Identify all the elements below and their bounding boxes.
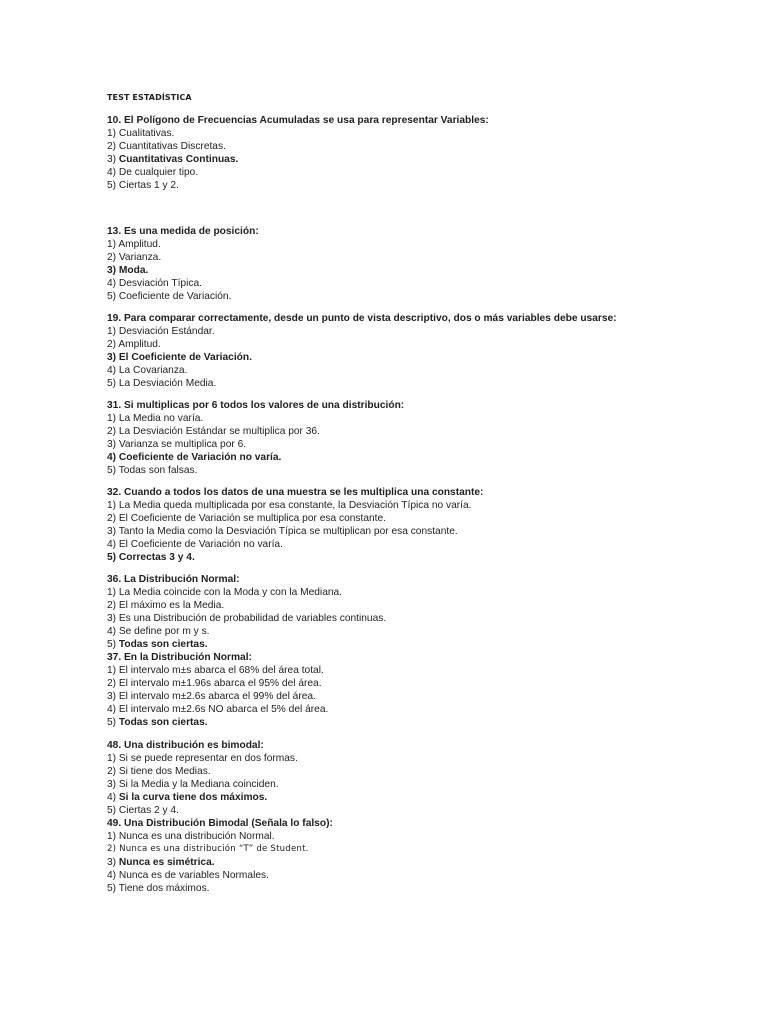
option-number: 3)	[107, 154, 119, 165]
option-number: 4)	[107, 167, 119, 178]
question-block	[107, 651, 328, 729]
answer-option	[107, 716, 328, 729]
option-text: La Media queda multiplicada por esa constante, la Desviación Típica no varía.	[118, 500, 472, 511]
option-text: Si tiene dos Medias.	[118, 766, 211, 777]
option-text: Ciertas 1 y 2.	[118, 180, 179, 191]
question-block	[107, 817, 333, 895]
answer-option	[107, 599, 386, 612]
answer-option	[107, 140, 489, 153]
option-number: 2)	[107, 600, 119, 611]
option-text: Tiene dos máximos.	[118, 883, 210, 894]
option-number: 5)	[107, 639, 119, 650]
option-number: 1)	[107, 831, 119, 842]
question-block	[107, 486, 483, 564]
question-text: 36. La Distribución Normal:	[107, 574, 240, 585]
question-block	[107, 312, 617, 390]
option-number: 2)	[107, 141, 119, 152]
option-number: 2)	[107, 766, 119, 777]
question-text: 10. El Polígono de Frecuencias Acumuladas se usa para representar Variables:	[107, 115, 489, 126]
option-text: Tanto la Media como la Desviación Típica se multiplican por esa constante.	[118, 526, 458, 537]
answer-option	[107, 377, 617, 390]
option-number: 5)	[107, 552, 119, 563]
option-number: 5)	[107, 378, 119, 389]
option-text: Cuantitativas Discretas.	[118, 141, 226, 152]
answer-option	[107, 677, 328, 690]
option-number: 1)	[107, 326, 119, 337]
option-number: 1)	[107, 753, 119, 764]
answer-option	[107, 412, 404, 425]
option-text: El Coeficiente de Variación se multiplica por esa constante.	[118, 513, 386, 524]
option-text: Nunca es una distribución “T” de Student.	[119, 844, 309, 854]
option-text-highlighted: Si la curva tiene dos máximos.	[118, 792, 268, 803]
option-number: 3)	[107, 857, 119, 868]
option-text: La Media coincide con la Moda y con la Mediana.	[118, 587, 343, 598]
answer-option	[107, 765, 298, 778]
option-text: La Media no varía.	[118, 413, 204, 424]
answer-option	[107, 538, 483, 551]
option-text: El Coeficiente de Variación no varía.	[118, 539, 283, 550]
question-block	[107, 399, 404, 477]
answer-option	[107, 290, 259, 303]
answer-option	[107, 179, 489, 192]
option-text: Varianza se multiplica por 6.	[118, 439, 247, 450]
option-number: 4)	[107, 704, 119, 715]
option-number: 5)	[107, 805, 119, 816]
answer-option	[107, 690, 328, 703]
answer-option	[107, 438, 404, 451]
option-text: El intervalo m±2.6s NO abarca el 5% del área.	[118, 704, 329, 715]
option-text: Si se puede representar en dos formas.	[118, 753, 298, 764]
option-text: La Desviación Media.	[118, 378, 217, 389]
option-number: 3)	[107, 439, 119, 450]
option-text: Varianza.	[118, 252, 162, 263]
answer-option	[107, 127, 489, 140]
option-number: 4)	[107, 452, 119, 463]
answer-option	[107, 843, 333, 856]
question-text: 48. Una distribución es bimodal:	[107, 740, 264, 751]
answer-option	[107, 325, 617, 338]
answer-option	[107, 752, 298, 765]
answer-option	[107, 364, 617, 377]
option-text-highlighted: Correctas 3 y 4.	[118, 552, 195, 563]
option-number: 4)	[107, 870, 119, 881]
answer-option	[107, 238, 259, 251]
option-text: Desviación Estándar.	[118, 326, 215, 337]
option-text-highlighted: Todas son ciertas.	[118, 717, 208, 728]
option-number: 3)	[107, 352, 119, 363]
option-text: Desviación Típica.	[118, 278, 202, 289]
option-number: 2)	[107, 678, 119, 689]
answer-option	[107, 791, 298, 804]
option-text-highlighted: Moda.	[118, 265, 149, 276]
option-number: 1)	[107, 665, 119, 676]
question-block	[107, 739, 298, 817]
option-text: Nunca es una distribución Normal.	[118, 831, 275, 842]
answer-option	[107, 664, 328, 677]
question-text: 13. Es una medida de posición:	[107, 226, 259, 237]
answer-option	[107, 830, 333, 843]
option-text: La Covarianza.	[118, 365, 188, 376]
option-text: El intervalo m±2.6s abarca el 99% del área.	[118, 691, 316, 702]
question-text: 49. Una Distribución Bimodal (Señala lo falso):	[107, 818, 333, 829]
answer-option	[107, 703, 328, 716]
option-number: 4)	[107, 792, 119, 803]
option-number: 4)	[107, 278, 119, 289]
answer-option	[107, 625, 386, 638]
option-number: 5)	[107, 291, 119, 302]
option-text-highlighted: El Coeficiente de Variación.	[118, 352, 252, 363]
answer-option	[107, 264, 259, 277]
answer-option	[107, 351, 617, 364]
question-block	[107, 225, 259, 303]
option-number: 4)	[107, 539, 119, 550]
option-number: 3)	[107, 613, 119, 624]
question-block	[107, 573, 386, 651]
answer-option	[107, 638, 386, 651]
option-number: 4)	[107, 626, 119, 637]
option-text: Ciertas 2 y 4.	[118, 805, 179, 816]
option-number: 1)	[107, 128, 119, 139]
answer-option	[107, 153, 489, 166]
answer-option	[107, 451, 404, 464]
answer-option	[107, 586, 386, 599]
answer-option	[107, 612, 386, 625]
answer-option	[107, 778, 298, 791]
option-text: Todas son falsas.	[118, 465, 198, 476]
option-number: 1)	[107, 239, 119, 250]
option-text: El máximo es la Media.	[118, 600, 225, 611]
option-text: Es una Distribución de probabilidad de variables continuas.	[118, 613, 387, 624]
question-text: 37. En la Distribución Normal:	[107, 652, 252, 663]
option-text: Amplitud.	[118, 339, 161, 350]
option-number: 2)	[107, 252, 119, 263]
option-number: 5)	[107, 180, 119, 191]
option-number: 4)	[107, 365, 119, 376]
answer-option	[107, 804, 298, 817]
answer-option	[107, 551, 483, 564]
option-number: 3)	[107, 779, 119, 790]
option-number: 5)	[107, 717, 119, 728]
option-number: 1)	[107, 413, 119, 424]
answer-option	[107, 499, 483, 512]
option-number: 3)	[107, 691, 119, 702]
option-text-highlighted: Coeficiente de Variación no varía.	[118, 452, 282, 463]
option-number: 3)	[107, 265, 119, 276]
option-text-highlighted: Cuantitativas Continuas.	[118, 154, 239, 165]
option-text: Si la Media y la Mediana coinciden.	[118, 779, 279, 790]
option-number: 1)	[107, 500, 119, 511]
option-text: El intervalo m±1.96s abarca el 95% del área.	[118, 678, 322, 689]
option-number: 3)	[107, 526, 119, 537]
answer-option	[107, 464, 404, 477]
answer-option	[107, 869, 333, 882]
option-text: Coeficiente de Variación.	[118, 291, 232, 302]
answer-option	[107, 277, 259, 290]
question-text: 19. Para comparar correctamente, desde un punto de vista descriptivo, dos o más variables debe usarse:	[107, 313, 617, 324]
option-number: 2)	[107, 426, 119, 437]
answer-option	[107, 251, 259, 264]
option-text: De cualquier tipo.	[118, 167, 199, 178]
option-number: 2)	[107, 339, 119, 350]
question-text: 31. Si multiplicas por 6 todos los valores de una distribución:	[107, 400, 405, 411]
option-number: 5)	[107, 883, 119, 894]
question-text: 32. Cuando a todos los datos de una muestra se les multiplica una constante:	[107, 487, 484, 498]
option-text-highlighted: Nunca es simétrica.	[118, 857, 215, 868]
answer-option	[107, 882, 333, 895]
answer-option	[107, 425, 404, 438]
answer-option	[107, 166, 489, 179]
option-text: Se define por m y s.	[118, 626, 210, 637]
option-text: Nunca es de variables Normales.	[118, 870, 269, 881]
option-text: Amplitud.	[118, 239, 161, 250]
document-page	[107, 92, 747, 894]
option-number: 5)	[107, 465, 119, 476]
answer-option	[107, 856, 333, 869]
option-text: La Desviación Estándar se multiplica por 36.	[118, 426, 320, 437]
option-number: 1)	[107, 587, 119, 598]
option-number: 2)	[107, 513, 119, 524]
option-number: 2)	[107, 844, 120, 854]
answer-option	[107, 512, 483, 525]
question-block	[107, 114, 489, 192]
answer-option	[107, 338, 617, 351]
option-text: El intervalo m±s abarca el 68% del área total.	[118, 665, 324, 676]
option-text: Cualitativas.	[118, 128, 175, 139]
document-title: TEST ESTADÍSTICA	[107, 93, 192, 102]
option-text-highlighted: Todas son ciertas.	[118, 639, 208, 650]
answer-option	[107, 525, 483, 538]
